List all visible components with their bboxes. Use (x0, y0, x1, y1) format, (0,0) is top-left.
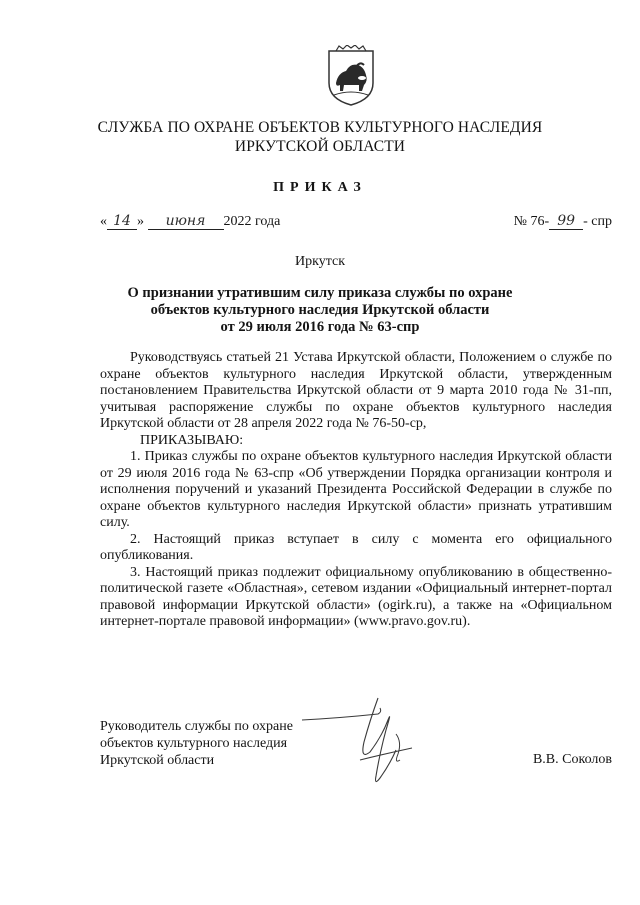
document-type: ПРИКАЗ (273, 180, 367, 195)
date-day: 14 (107, 214, 137, 230)
agency-name (0, 118, 640, 156)
order-date (100, 214, 280, 230)
date-close-quote: » (137, 214, 144, 229)
agency-name-line2: ИРКУТСКОЙ ОБЛАСТИ (234, 138, 406, 155)
title-line2: объектов культурного наследия Иркутской области (150, 302, 490, 318)
coat-of-arms-icon (326, 45, 376, 107)
city: Иркутск (294, 254, 346, 269)
date-year: 2022 года (223, 214, 281, 229)
date-open-quote: « (100, 214, 107, 229)
number-value: 99 (549, 214, 583, 230)
order-word: ПРИКАЗЫВАЮ: (140, 432, 244, 448)
title-line1: О признании утратившим силу приказа службы по охране (127, 285, 513, 301)
position-line3: Иркутской области (100, 753, 215, 768)
number-suffix: - спр (583, 214, 612, 229)
signatory-position (100, 718, 293, 769)
agency-name-line1: СЛУЖБА ПО ОХРАНЕ ОБЪЕКТОВ КУЛЬТУРНОГО НАСЛЕДИЯ (97, 119, 543, 136)
title-line3: от 29 июля 2016 года № 63-спр (220, 319, 420, 335)
position-line2: объектов культурного наследия (100, 736, 288, 751)
order-body (100, 350, 612, 631)
order-number (514, 214, 612, 230)
handwritten-signature (300, 690, 430, 790)
preamble-paragraph: Руководствуясь статьей 21 Устава Иркутской области, Положением о службе по охране объектов культурного наследия Иркутской области, утвержденным постановлением Правительства Иркутской области от 9 марта 2010 года № 31-пп, учитывая распоряжение службы по охране объектов культурного наследия Иркутской области от 28 апреля 2022 года № 76-50-ср, (100, 350, 612, 431)
position-line1: Руководитель службы по охране (100, 719, 293, 734)
order-item-1: 1. Приказ службы по охране объектов культурного наследия Иркутской области от 29 июля 2016 года № 63-спр «Об утверждении Порядка организации контроля и исполнения поручений и указаний Президента Российской Федерации в службе по охране объектов культурного наследия Иркутской области» признать утратившим силу. (100, 449, 612, 530)
signatory-name: В.В. Соколов (532, 752, 612, 767)
order-item-2: 2. Настоящий приказ вступает в силу с момента его официального опубликования. (100, 531, 612, 563)
date-month: июня (148, 214, 224, 230)
order-item-3: 3. Настоящий приказ подлежит официальному опубликованию в общественно-политической газете «Областная», сетевом издании «Официальный интернет-портал правовой информации Иркутской области» (ogirk.ru), а также на «Официальном интернет-портале правовой информации» (www.pravo.gov.ru). (100, 564, 612, 629)
number-prefix: № 76- (513, 214, 550, 229)
order-title (100, 285, 540, 336)
